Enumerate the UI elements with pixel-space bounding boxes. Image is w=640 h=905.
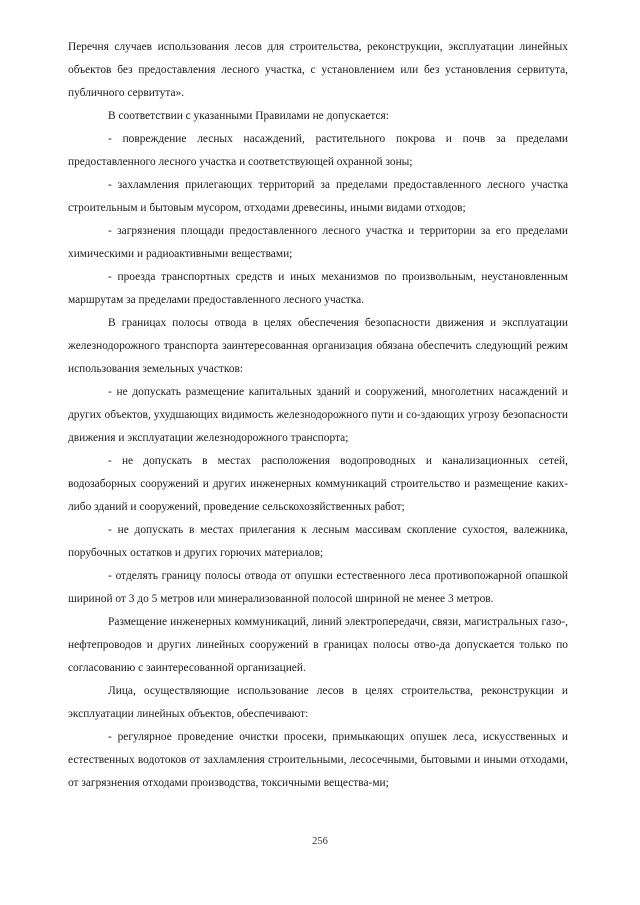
paragraph-1: Перечня случаев использования лесов для строительства, реконструкции, эксплуатации линейных объектов без предоставления лесного участка, с установлением или без установления сервитута, публичного сервитута». — [68, 41, 568, 99]
paragraph-14: - регулярное проведение очистки просеки, примыкающих опушек леса, искусственных и естественных водотоков от захламления строительными, лесосечными, бытовыми и иными отходами, от загрязнения отходами производства, токсичными вещества-ми; — [68, 731, 568, 789]
page-number: 256 — [312, 836, 328, 847]
paragraph-8: - не допускать размещение капитальных зданий и сооружений, многолетних насаждений и других объектов, ухудшающих видимость железнодорожного пути и со-здающих угрозу безопасности движения и эксплуатации железнодорожного транспорта; — [68, 386, 568, 444]
paragraph-6: - проезда транспортных средств и иных механизмов по произвольным, неустановленным маршрутам за пределами предоставленного лесного участка. — [68, 271, 568, 306]
paragraph-5: - загрязнения площади предоставленного лесного участка и территории за его пределами химическими и радиоактивными веществами; — [68, 225, 568, 260]
paragraph-2: В соответствии с указанными Правилами не допускается: — [108, 110, 389, 122]
paragraph-10: - не допускать в местах прилегания к лесным массивам скопление сухостоя, валежника, порубочных остатков и других горючих материалов; — [68, 524, 568, 559]
paragraph-9: - не допускать в местах расположения водопроводных и канализационных сетей, водозаборных сооружений и других инженерных коммуникаций строительство и размещение каких-либо зданий и сооружений, проведение сельскохозяйственных работ; — [68, 455, 568, 513]
document-body — [68, 36, 568, 795]
paragraph-13: Лица, осуществляющие использование лесов в целях строительства, реконструкции и эксплуатации линейных объектов, обеспечивают: — [68, 685, 568, 720]
paragraph-3: - повреждение лесных насаждений, растительного покрова и почв за пределами предоставленного лесного участка и соответствующей охранной зоны; — [68, 133, 568, 168]
paragraph-11: - отделять границу полосы отвода от опушки естественного леса противопожарной опашкой шириной от 3 до 5 метров или минерализованной полосой шириной не менее 3 метров. — [68, 570, 568, 605]
paragraph-4: - захламления прилегающих территорий за пределами предоставленного лесного участка строительным и бытовым мусором, отходами древесины, иными видами отходов; — [68, 179, 568, 214]
paragraph-12: Размещение инженерных коммуникаций, линий электропередачи, связи, магистральных газо-, нефтепроводов и других линейных сооружений в границах полосы отво-да допускается только по согласованию с заинтересованной организацией. — [68, 616, 568, 674]
paragraph-7: В границах полосы отвода в целях обеспечения безопасности движения и эксплуатации железнодорожного транспорта заинтересованная организация обязана обеспечить следующий режим использования земельных участков: — [68, 317, 568, 375]
